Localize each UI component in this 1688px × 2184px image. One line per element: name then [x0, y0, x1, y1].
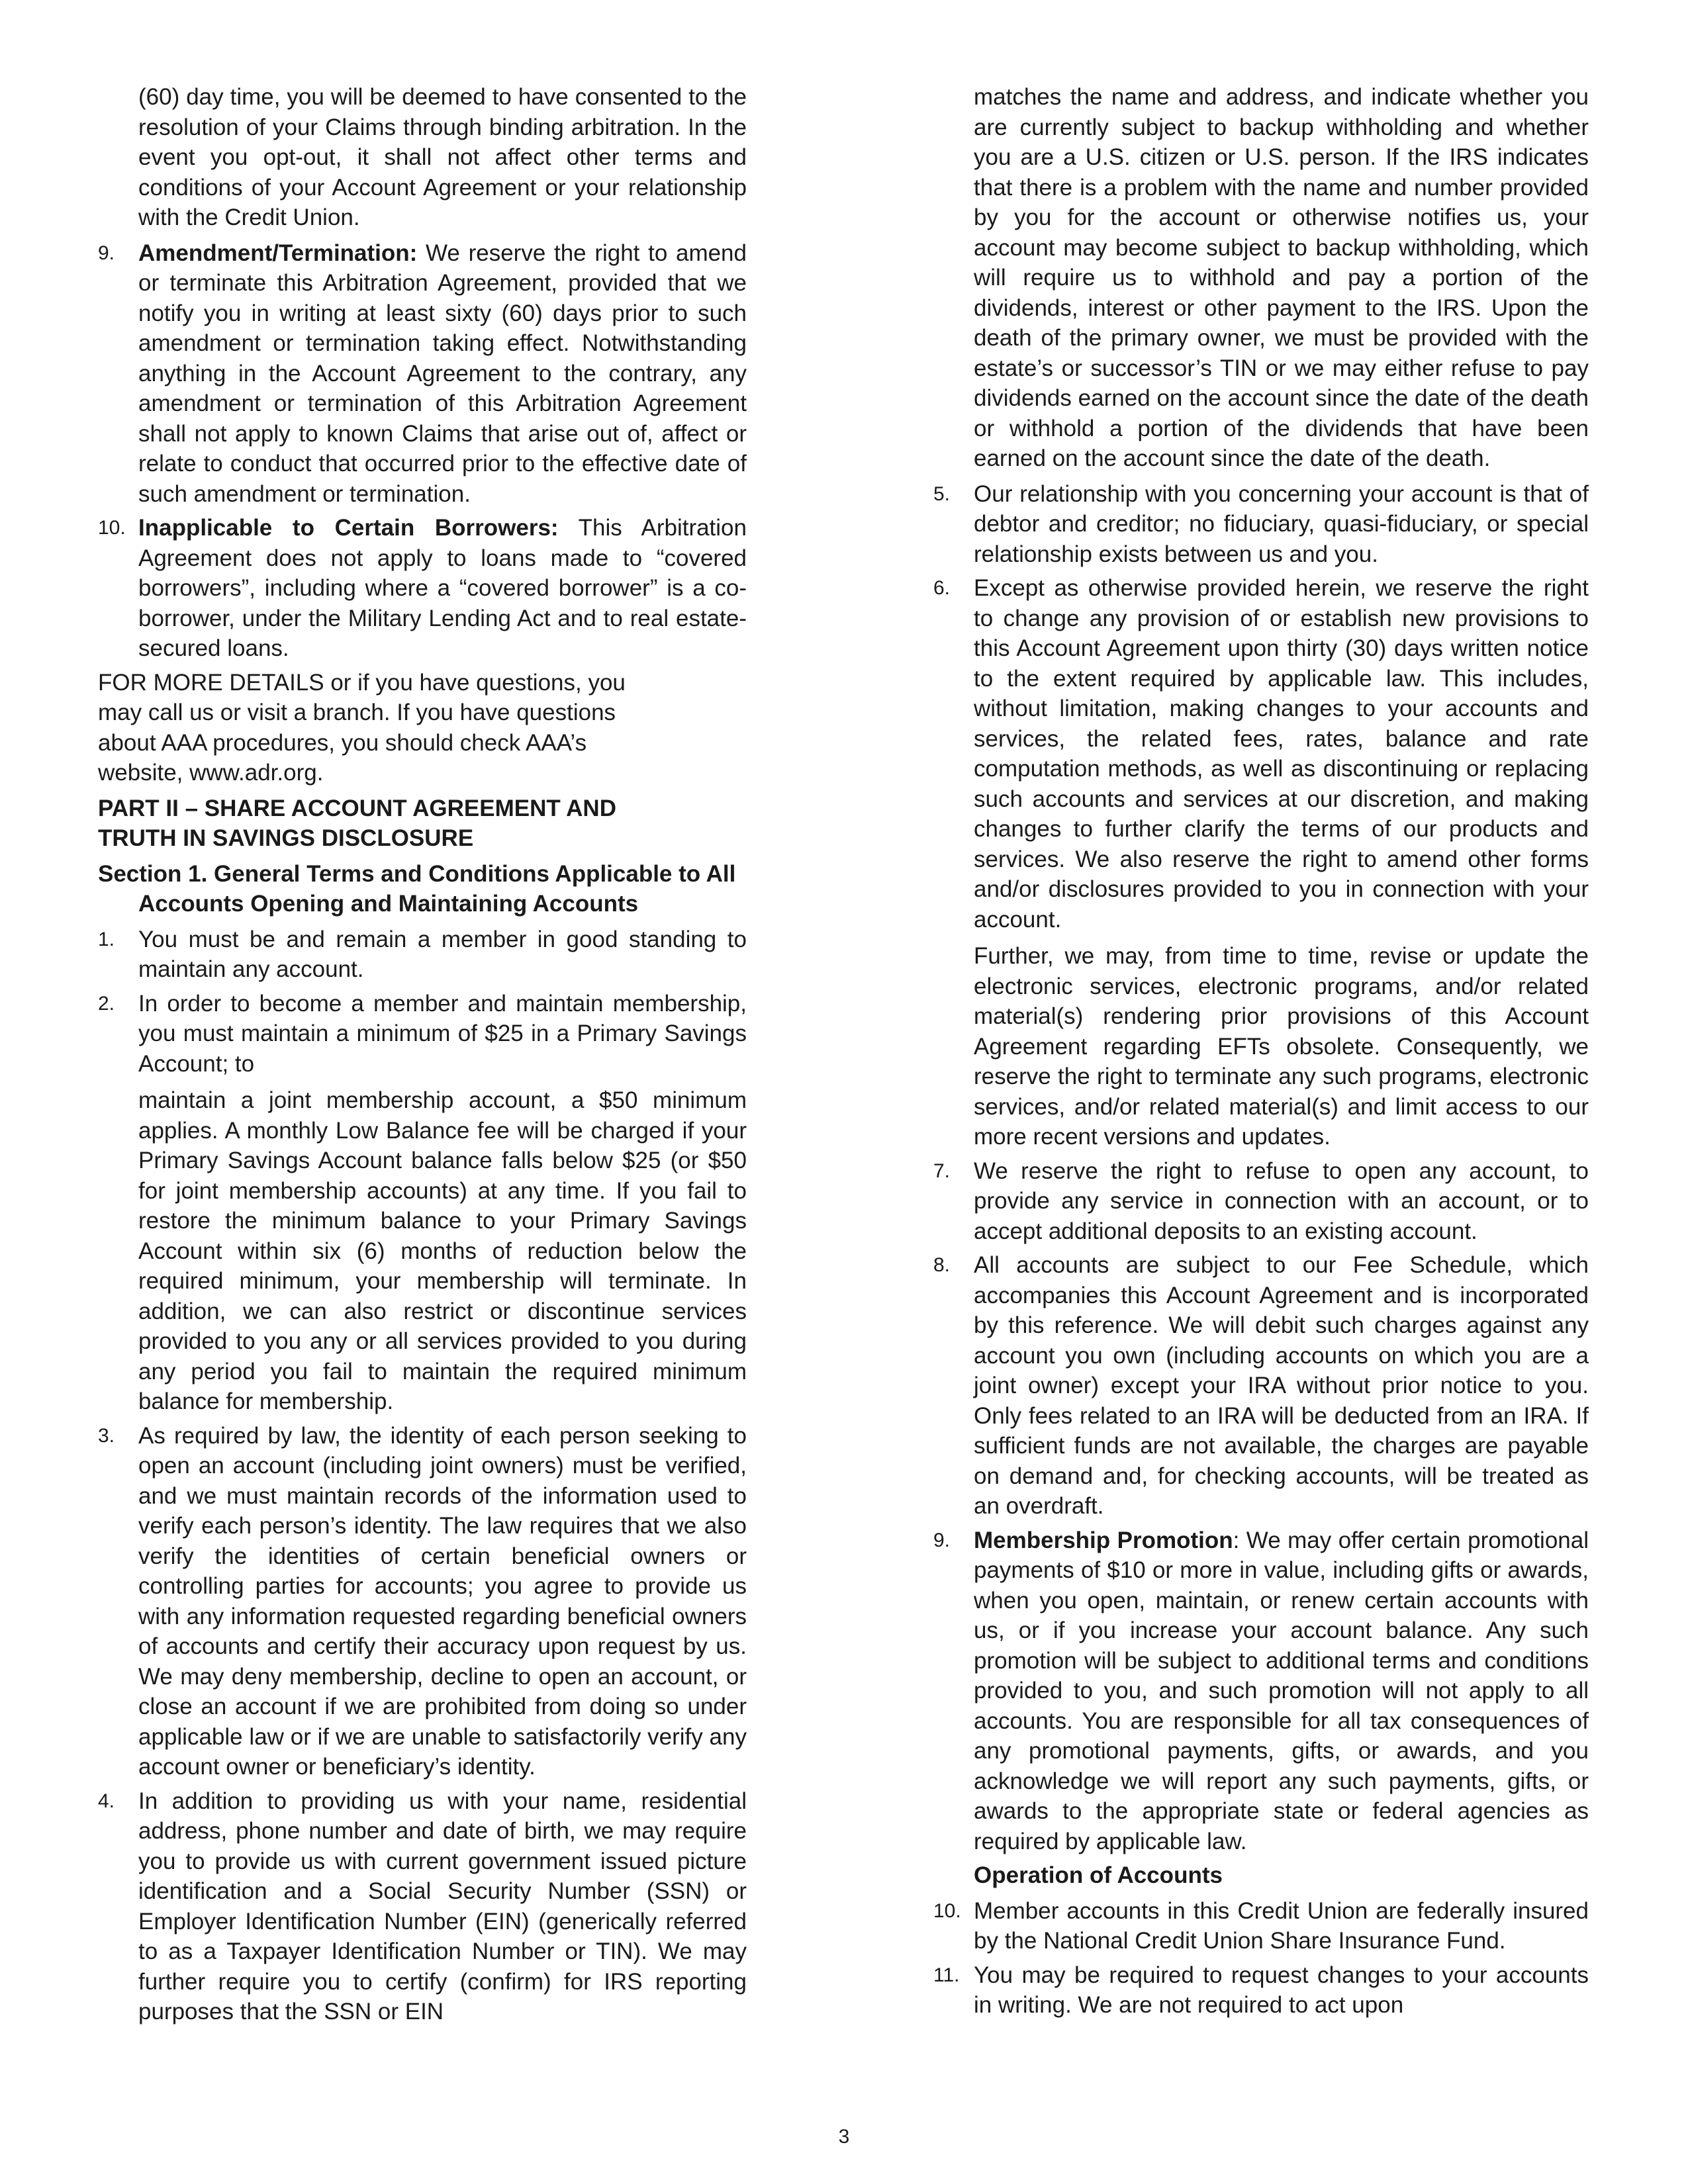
item-text: This Arbitration Agreement does not apply to loans made to “covered borrowers”, including where a “covered borrower” is a co-borrower, under the Military Lending Act and to real estate-secured loans.	[138, 515, 747, 661]
left-column	[98, 82, 747, 2031]
item-text: In addition to providing us with your name, residential address, phone number and date of birth, we may require you to provide us with current government issued picture identification and a Social Security Number (SSN) or Employer Identification Number (EIN) (generically referred to as a Taxpayer Identification Number or TIN). We may further require you to certify (confirm) for IRS reporting purposes that the SSN or EIN	[138, 1788, 747, 2025]
item-text: Member accounts in this Credit Union are federally insured by the National Credit Union Share Insurance Fund.	[974, 1897, 1589, 1954]
item-text: We reserve the right to refuse to open any account, to provide any service in connection with an account, or to accept additional deposits to an existing account.	[974, 1158, 1589, 1244]
note-line: may call us or visit a branch. If you have questions	[98, 700, 616, 725]
more-details-note	[98, 668, 747, 788]
item-number: 9.	[98, 242, 115, 264]
item-text: In order to become a member and maintain membership, you must maintain a minimum of $25 in a Primary Savings Account; to	[138, 990, 747, 1077]
item-number: 1.	[98, 928, 115, 950]
note-line: FOR MORE DETAILS or if you have questions, you	[98, 669, 626, 696]
part-heading	[98, 794, 747, 854]
list-item	[98, 1786, 747, 2027]
item-text: Except as otherwise provided herein, we reserve the right to change any provision of or establish new provisions to this Account Agreement upon thirty (30) days written notice to the extent required by applicable law. This includes, without limitation, making changes to your accounts and services, the related fees, rates, balance and rate computation methods, as well as discontinuing or replacing such accounts and services at our discretion, and making changes to further clarify the terms of our products and services. We also reserve the right to amend other forms and/or disclosures provided to you in connection with your account.	[974, 575, 1589, 933]
note-line: website, www.adr.org.	[98, 760, 324, 786]
item-number: 10.	[933, 1899, 961, 1922]
item-number: 8.	[933, 1254, 951, 1276]
item-number: 10.	[98, 517, 126, 539]
right-column	[933, 82, 1589, 2025]
item-number: 2.	[98, 992, 115, 1015]
item-number: 7.	[933, 1160, 951, 1182]
list-item	[933, 1250, 1589, 1522]
item-number: 6.	[933, 577, 951, 599]
section-title: Section 1. General Terms and Conditions Applicable to All Accounts Opening and Maintaining Accounts	[98, 860, 736, 917]
list-item	[933, 1156, 1589, 1247]
item-text: You must be and remain a member in good standing to maintain any account.	[138, 926, 747, 982]
item-text: Our relationship with you concerning your account is that of debtor and creditor; no fiduciary, quasi-fiduciary, or special relationship exists between us and you.	[974, 480, 1589, 567]
part-heading-line: PART II – SHARE ACCOUNT AGREEMENT AND	[98, 795, 616, 821]
operation-heading: Operation of Accounts	[974, 1862, 1223, 1888]
list-item	[98, 238, 747, 510]
item-number: 3.	[98, 1424, 115, 1447]
item-number: 4.	[98, 1790, 115, 1812]
list-item	[933, 1960, 1589, 2021]
page-number: 3	[838, 2126, 850, 2148]
continued-paragraph: matches the name and address, and indicate whether you are currently subject to backup withholding and whether you are a U.S. citizen or U.S. person. If the IRS indicates that there is a problem with the name and number provided by you for the account or otherwise notifies us, your account may become subject to backup withholding, which will require us to withhold and pay a portion of the dividends, interest or other payment to the IRS. Upon the death of the primary owner, we must be provided with the estate’s or successor’s TIN or we may either refuse to pay dividends earned on the account since the date of the death or withhold a portion of the dividends that have been earned on the account since the date of the death.	[974, 84, 1589, 471]
list-item	[98, 1421, 747, 1782]
item-continuation: Further, we may, from time to time, revise or update the electronic services, electronic programs, and/or related material(s) rendering prior provisions of this Account Agreement regarding EFTs obsolete. Consequently, we reserve the right to terminate any such programs, electronic services, and/or related material(s) and limit access to our more recent versions and updates.	[974, 943, 1589, 1150]
list-item	[98, 989, 747, 1417]
list-item	[933, 573, 1589, 1152]
item-title: Membership Promotion	[974, 1527, 1233, 1553]
part-heading-line: TRUTH IN SAVINGS DISCLOSURE	[98, 825, 474, 851]
item-number: 11.	[933, 1964, 960, 1986]
item-text: : We may offer certain promotional payments of $10 or more in value, including gifts or awards, when you open, maintain, or renew certain accounts with us, or if you increase your account balance. Any such promotion will be subject to additional terms and conditions provided to you, and such promotion will not apply to all accounts. You are responsible for all tax consequences of any promotional payments, gifts, or awards, and you acknowledge we will report any such payments, gifts, or awards to the appropriate state or federal agencies as required by applicable law.	[974, 1527, 1589, 1854]
continued-paragraph: (60) day time, you will be deemed to have consented to the resolution of your Claims through binding arbitration. In the event you opt-out, it shall not affect other terms and conditions of your Account Agreement or your relationship with the Credit Union.	[138, 84, 747, 230]
item-text: As required by law, the identity of each person seeking to open an account (including joint owners) must be verified, and we must maintain records of the information used to verify each person’s identity. The law requires that we also verify the identities of certain beneficial owners or controlling parties for accounts; you agree to provide us with any information requested regarding beneficial owners of accounts and certify their accuracy upon request by us. We may deny membership, decline to open an account, or close an account if we are prohibited from doing so under applicable law or if we are unable to satisfactorily verify any account owner or beneficiary’s identity.	[138, 1422, 747, 1780]
item-text: We reserve the right to amend or terminate this Arbitration Agreement, provided that we notify you in writing at least sixty (60) days prior to such amendment or termination taking effect. Notwithstanding anything in the Account Agreement to the contrary, any amendment or termination of this Arbitration Agreement shall not apply to known Claims that arise out of, affect or relate to conduct that occurred prior to the effective date of such amendment or termination.	[138, 240, 747, 507]
item-number: 5.	[933, 482, 951, 505]
item-text: All accounts are subject to our Fee Schedule, which accompanies this Account Agreement and is incorporated by this reference. We will debit such charges against any account you own (including accounts on which you are a joint owner) except your IRA without prior notice to you. Only fees related to an IRA will be deducted from an IRA. If sufficient funds are not available, the charges are payable on demand and, for checking accounts, will be treated as an overdraft.	[974, 1252, 1589, 1519]
note-line: about AAA procedures, you should check AAA’s	[98, 729, 587, 756]
item-title: Inapplicable to Certain Borrowers:	[138, 515, 559, 541]
item-number: 9.	[933, 1529, 951, 1551]
list-item	[98, 925, 747, 985]
list-item	[933, 479, 1589, 570]
list-item	[933, 1896, 1589, 1956]
item-continuation: maintain a joint membership account, a $50 minimum applies. A monthly Low Balance fee will be charged if your Primary Savings Account balance falls below $25 (or $50 for joint membership accounts) at any time. If you fail to restore the minimum balance to your Primary Savings Account within six (6) months of reduction below the required minimum, your membership will terminate. In addition, we can also restrict or discontinue services provided to you any or all services provided to you during any period you fail to maintain the required minimum balance for membership.	[138, 1087, 747, 1414]
list-item	[98, 513, 747, 664]
item-title: Amendment/Termination:	[138, 240, 418, 266]
list-item	[933, 1525, 1589, 1857]
item-text: You may be required to request changes to your accounts in writing. We are not required to act upon	[974, 1962, 1589, 2018]
